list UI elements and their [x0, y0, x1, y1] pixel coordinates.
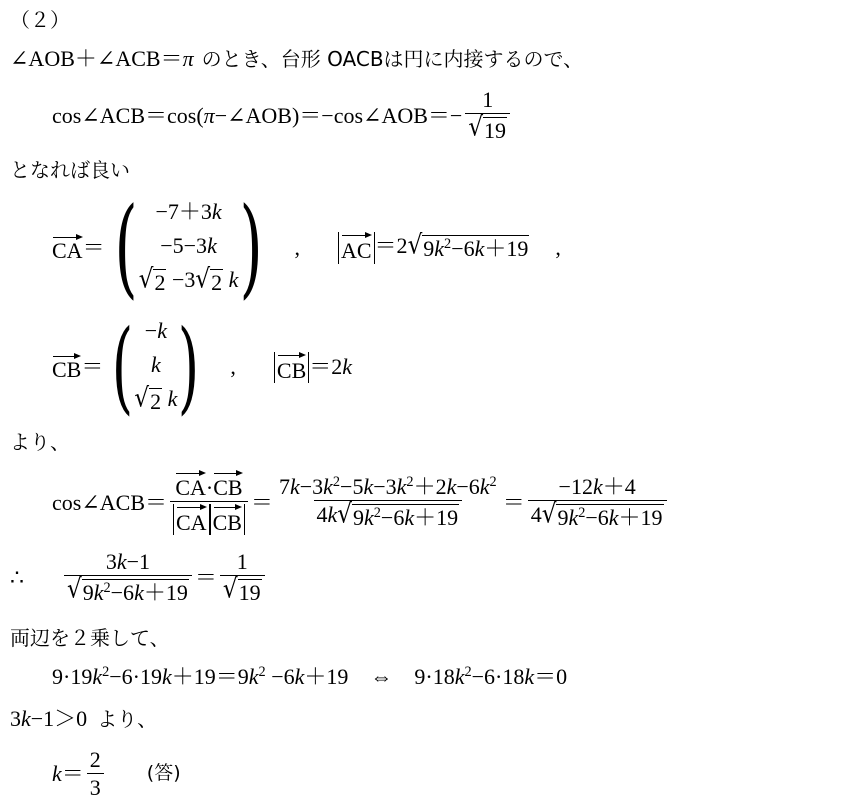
answer-lhs: k＝ — [52, 760, 84, 786]
section-label: （２） — [10, 8, 70, 32]
angle-condition: ∠AOB＋∠ACB＝π — [10, 46, 194, 71]
fraction-one-over-root19-b: 1 √ 19 — [220, 550, 265, 605]
vector-cb-y: k — [151, 352, 161, 377]
vector-ca-y: −5−3k — [160, 232, 217, 258]
fraction-numerator: 1 — [482, 87, 494, 112]
equation-cos-acb — [52, 88, 513, 143]
eq3-left: $9\cdot 19k^2-6\cdot 19k+19=9k^2 -6k+19$ — [52, 664, 349, 689]
iff-symbol: ⇔ — [370, 664, 393, 689]
answer-row — [52, 748, 181, 799]
note-yori: より、 — [10, 430, 70, 454]
eq3-right: $9\cdot 18k^2-6\cdot 18k=0$ — [414, 664, 568, 689]
abs-cb: CB — [274, 352, 309, 383]
equation-cos-expand: cos∠ACB＝ $\frac{CA\cdot CB}{\text{CA CB}}$ ＝ $7k-3k^2-5k-3k^2+2k-6k^2$ 4k √ $9k^2-6k+19$ ＝ −12k＋4 4 √ $9k^2-6k+19$ — [52, 470, 670, 535]
note-square: 両辺を２乗して、 — [10, 626, 170, 650]
vector-ca-z: √ 2 −3 √ 2 k — [138, 264, 239, 295]
condition-positive: 3k−1＞0 より、 — [10, 706, 158, 731]
answer-fraction: $\frac{2}{3}$ — [87, 748, 104, 799]
fraction-one-over-root19 — [465, 88, 510, 143]
note-good: となれば良い — [10, 158, 130, 182]
fraction-3k-1: 3k−1 √ $9k^2-6k+19$ — [64, 550, 192, 605]
therefore-equation: ∴ 3k−1 √ $9k^2-6k+19$ ＝ 1 √ 19 — [10, 550, 268, 605]
vector-cb-label: CB — [52, 353, 81, 381]
vector-ca-x: −7＋3k — [155, 198, 222, 224]
equation-squared — [52, 666, 567, 688]
fraction-dot-over-abs: $\frac{CA\cdot CB}{\text{CA CB}}$ — [170, 470, 248, 535]
vector-ca-components: ( −7＋3k −5−3k √ 2 −3 √ 2 k ) — [114, 185, 264, 310]
fraction-expanded: $7k-3k^2-5k-3k^2+2k-6k^2$ 4k √ $9k^2-6k+19$ — [278, 474, 497, 531]
vector-cb-components: ( −k k √ 2 k ) — [112, 308, 200, 426]
fraction-simplified: −12k＋4 4 √ $9k^2-6k+19$ — [528, 475, 667, 530]
abs-ac: AC — [338, 232, 375, 263]
vector-ca-row: CA ＝ ( −7＋3k −5−3k √ 2 −3 √ 2 k ) , AC ＝2 √ $9k^2-6k+19$ , — [52, 185, 561, 310]
condition-text: のとき、台形 OACBは円に内接するので、 — [201, 47, 584, 71]
answer-tag: (答) — [146, 762, 181, 785]
vector-cb-z: √ 2 k — [134, 383, 178, 414]
vector-cb-row: CB ＝ ( −k k √ 2 k ) , CB ＝2k — [52, 308, 353, 426]
eq2-lhs: cos∠ACB＝ — [52, 489, 167, 515]
line-condition — [10, 48, 583, 70]
fraction-denominator: √ 19 — [465, 113, 510, 143]
therefore-symbol: ∴ — [10, 564, 24, 590]
abs-ac-value: ＝2 √ $9k^2-6k+19$ — [374, 230, 529, 261]
vector-cb-x: −k — [144, 318, 167, 343]
vector-ca-label: CA — [52, 234, 83, 262]
abs-cb-value: ＝2k — [309, 354, 353, 380]
equation-cos-lhs: cos∠ACB＝cos(π−∠AOB)＝−cos∠AOB＝− — [52, 102, 463, 128]
